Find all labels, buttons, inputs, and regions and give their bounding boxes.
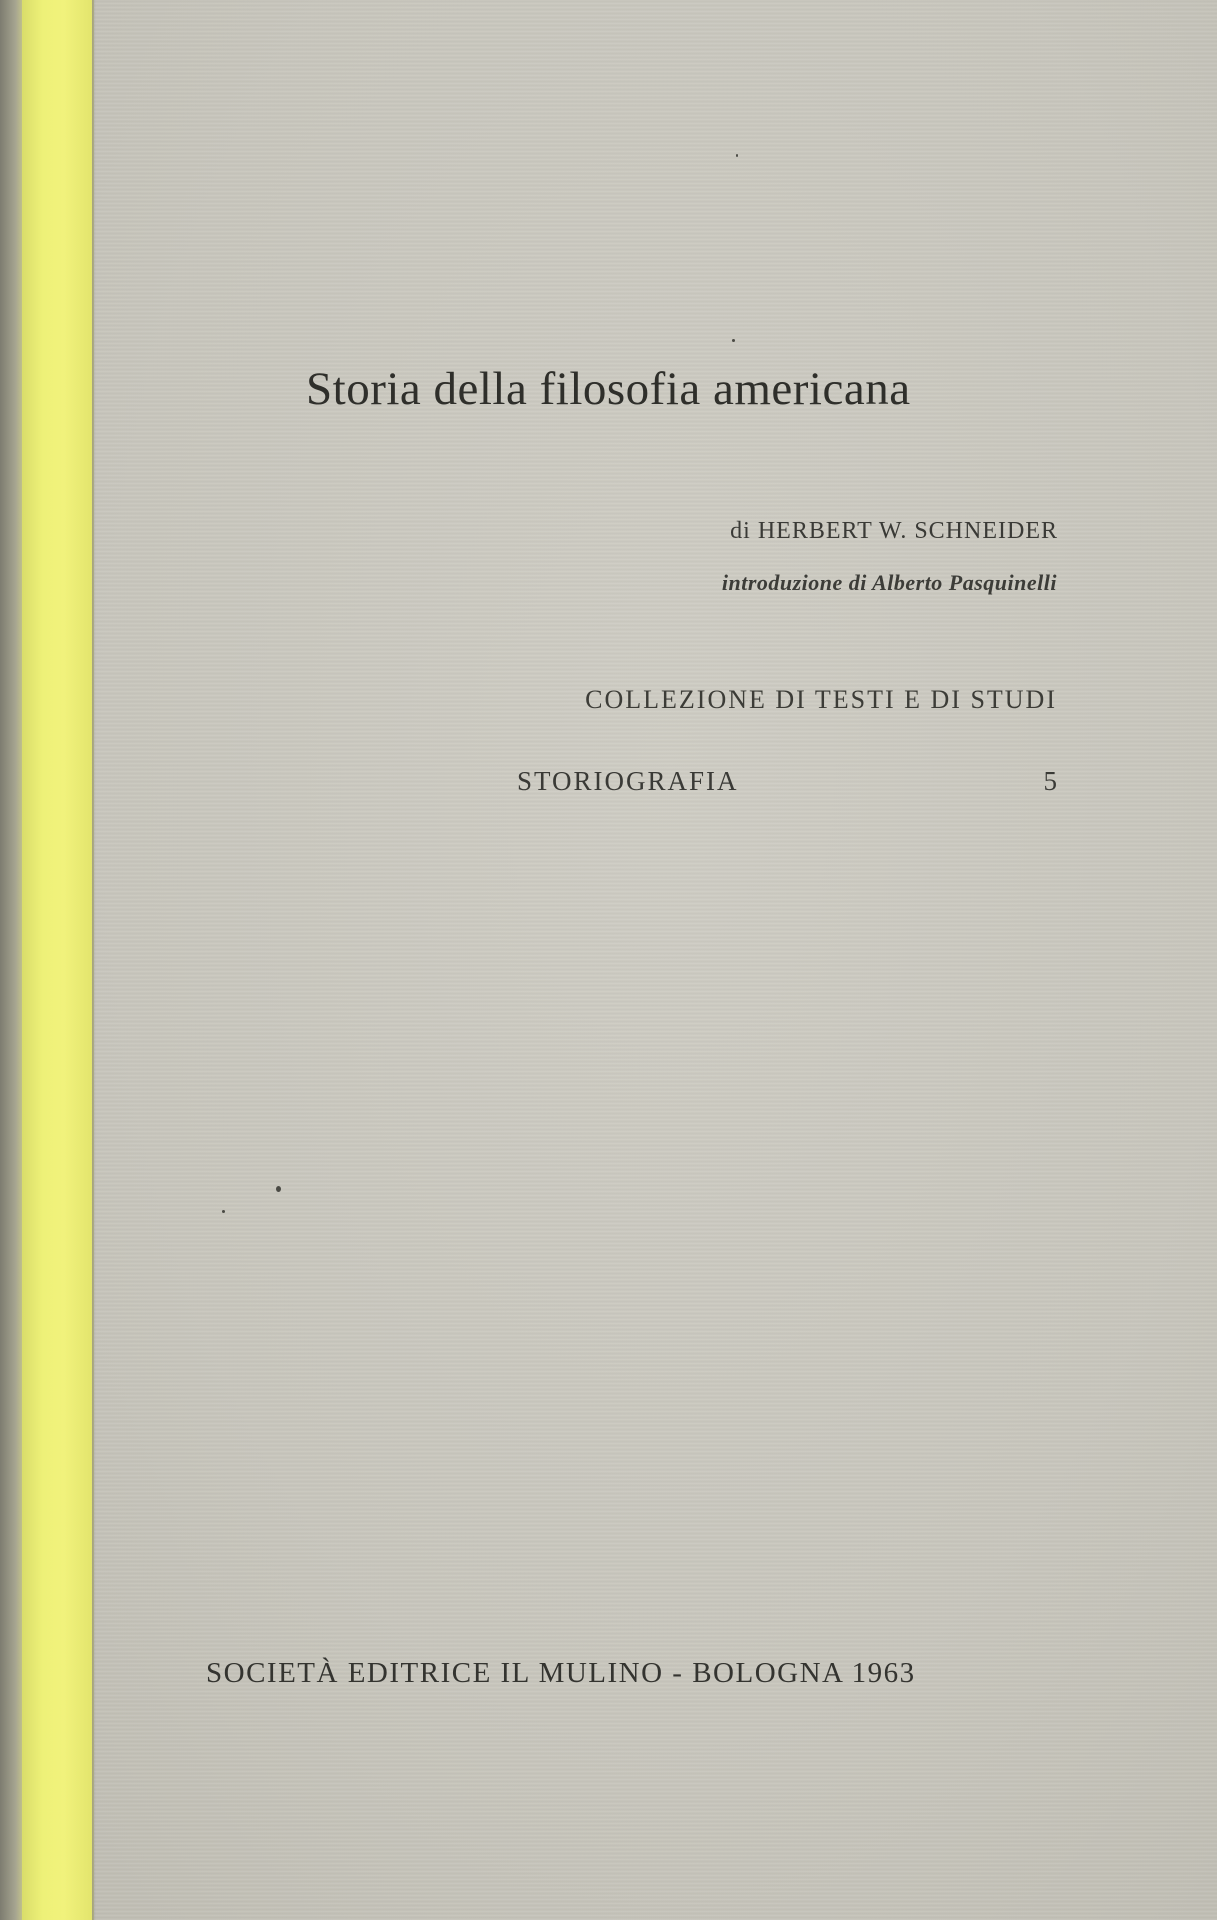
paper-speck (276, 1186, 281, 1192)
series-number: 5 (1043, 766, 1057, 796)
author-line: di HERBERT W. SCHNEIDER (730, 518, 1058, 544)
paper-speck (222, 1210, 225, 1213)
introduction-line: introduzione di Alberto Pasquinelli (721, 570, 1057, 595)
paper-speck (736, 154, 738, 157)
paper-speck (732, 339, 735, 342)
publisher-line: SOCIETÀ EDITRICE IL MULINO - BOLOGNA 1963 (206, 1657, 916, 1689)
book-title: Storia della filosofia americana (306, 363, 911, 415)
spine-yellow-band (22, 0, 94, 1920)
series-row (517, 766, 1057, 806)
spine-fold (92, 0, 96, 1920)
collection-name: COLLEZIONE DI TESTI E DI STUDI (585, 685, 1057, 714)
series-name: STORIOGRAFIA (517, 766, 739, 796)
